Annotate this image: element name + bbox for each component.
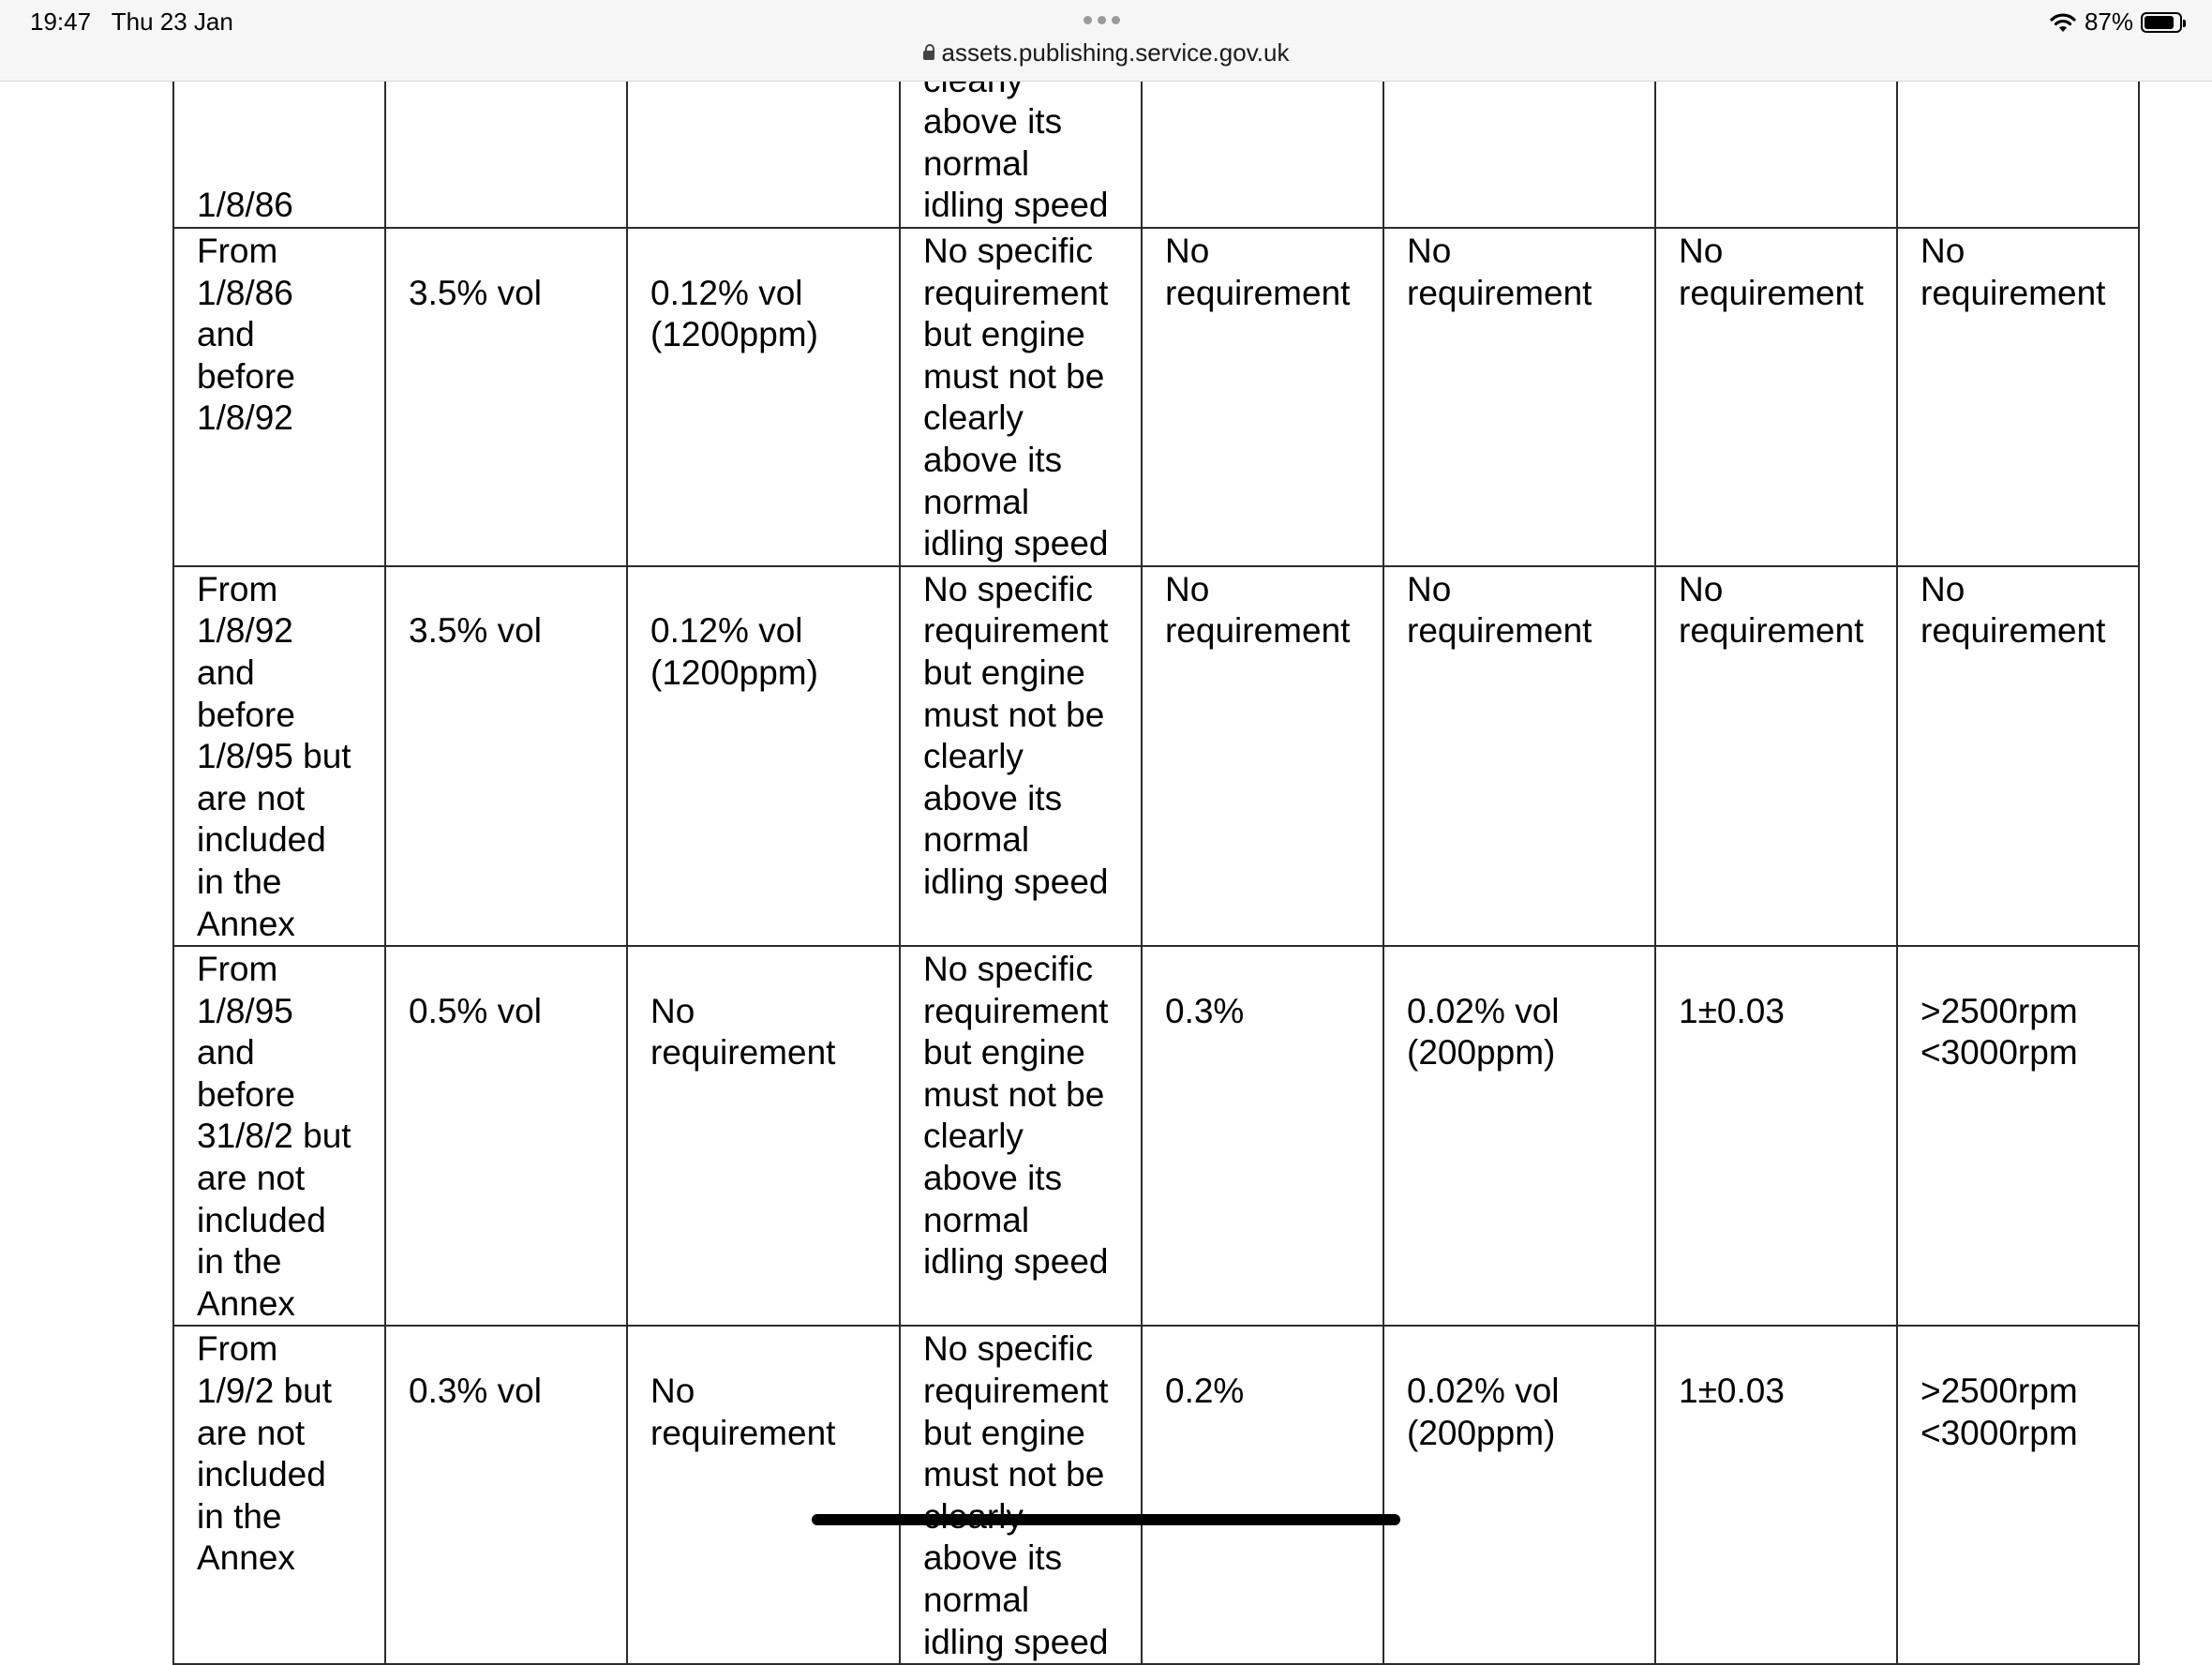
cell-line	[409, 185, 626, 227]
url-text: assets.publishing.service.gov.uk	[941, 38, 1290, 67]
cell-line	[409, 1328, 626, 1371]
cell-line	[1921, 185, 2138, 227]
table-cell	[1655, 1326, 1897, 1664]
cell-line: before	[197, 356, 295, 396]
cell-line: before	[197, 695, 295, 734]
table-cell	[173, 946, 385, 1326]
cell-line: From	[197, 950, 278, 989]
status-date: Thu 23 Jan	[111, 8, 233, 36]
table-cell	[1383, 566, 1655, 946]
cell-line: requirement	[1165, 611, 1351, 651]
cell-line: No specific	[923, 232, 1093, 270]
cell-line: clearly	[923, 398, 1024, 438]
cell-line: 1/9/2 but	[197, 1372, 333, 1411]
cell-line	[1165, 185, 1382, 227]
cell-line: must not be	[923, 1074, 1105, 1114]
cell-line: and	[197, 315, 255, 354]
cell-line: in the	[197, 1496, 282, 1536]
cell-line: requirement	[923, 273, 1109, 312]
cell-line	[650, 949, 899, 991]
table-cell	[1897, 1326, 2139, 1664]
cell-line	[650, 185, 899, 227]
cell-line: requirement	[650, 1033, 836, 1072]
address-bar[interactable]	[0, 38, 2212, 68]
cell-line: 0.12% vol	[650, 273, 803, 312]
table-cell	[1655, 946, 1897, 1326]
cell-line: but engine	[923, 1033, 1085, 1072]
emissions-table	[172, 0, 2140, 1665]
lock-icon	[923, 51, 934, 60]
cell-line: requirement	[1407, 273, 1592, 312]
cell-line	[409, 231, 626, 273]
table-cell	[900, 228, 1142, 566]
cell-line: From	[197, 1329, 278, 1369]
cell-line: requirement	[923, 611, 1109, 651]
cell-line: 1/8/92	[197, 611, 293, 651]
cell-line: idling speed	[923, 186, 1109, 225]
table-cell	[1655, 566, 1897, 946]
table-row	[173, 228, 2139, 566]
cell-line: 1/8/95 but	[197, 737, 351, 776]
cell-line: requirement	[1679, 611, 1864, 651]
cell-line: but engine	[923, 315, 1085, 354]
table-cell	[385, 566, 627, 946]
table-cell	[1142, 566, 1383, 946]
cell-line: >2500rpm	[1921, 991, 2078, 1030]
cell-line: <3000rpm	[1921, 1033, 2078, 1072]
cell-line: must not be	[923, 356, 1105, 396]
cell-line: No	[1921, 232, 1965, 270]
cell-line: 31/8/2 but	[197, 1117, 351, 1156]
cell-line: above its	[923, 778, 1063, 818]
cell-line: Annex	[197, 1538, 295, 1578]
cell-line	[650, 231, 899, 273]
cell-line: 0.3% vol	[409, 1372, 542, 1411]
cell-line: clearly	[923, 1117, 1024, 1156]
cell-line: above its	[923, 102, 1063, 142]
table-cell	[627, 946, 900, 1326]
cell-line: before	[197, 1074, 295, 1114]
cell-line	[1679, 185, 1896, 227]
cell-line: included	[197, 1200, 326, 1239]
cell-line: must not be	[923, 695, 1105, 734]
battery-icon	[2141, 12, 2182, 33]
table-cell	[1142, 1326, 1383, 1664]
cell-line: 0.2%	[1165, 1372, 1245, 1411]
table-cell	[1142, 228, 1383, 566]
cell-line	[1921, 1328, 2138, 1371]
cell-line: 3.5% vol	[409, 273, 542, 312]
cell-line: in the	[197, 1242, 282, 1282]
cell-line	[1679, 1328, 1896, 1371]
cell-line	[1921, 949, 2138, 991]
cell-line: No	[650, 1372, 695, 1411]
cell-line: >2500rpm	[1921, 1372, 2078, 1411]
table-cell	[900, 1326, 1142, 1664]
cell-line: No	[1679, 569, 1724, 608]
table-cell	[1655, 228, 1897, 566]
battery-percent: 87%	[2084, 8, 2133, 36]
table-cell	[1142, 946, 1383, 1326]
cell-line: requirement	[923, 991, 1109, 1030]
cell-line: above its	[923, 1159, 1063, 1198]
cell-line	[1165, 1328, 1382, 1371]
cell-line: in the	[197, 862, 282, 901]
cell-line: requirement	[1679, 273, 1864, 312]
cell-line	[1407, 185, 1654, 227]
status-time-date	[30, 8, 233, 37]
cell-line: normal	[923, 482, 1030, 521]
cell-line	[650, 1328, 899, 1371]
cell-line: 0.02% vol	[1407, 1372, 1560, 1411]
table-cell	[173, 228, 385, 566]
cell-line	[1679, 949, 1896, 991]
cell-line: No	[1165, 232, 1210, 270]
table-cell	[385, 946, 627, 1326]
table-cell	[900, 566, 1142, 946]
cell-line: 1±0.03	[1679, 991, 1785, 1030]
table-cell	[173, 1326, 385, 1664]
cell-line: (1200ppm)	[650, 652, 818, 692]
cell-line: Annex	[197, 1283, 295, 1323]
cell-line: From	[197, 569, 278, 608]
table-cell	[1897, 946, 2139, 1326]
cell-line: 1±0.03	[1679, 1372, 1785, 1411]
cell-line: and	[197, 652, 255, 692]
cell-line: requirement	[923, 1372, 1109, 1411]
cell-line: requirement	[1921, 273, 2106, 312]
cell-line: are not	[197, 1413, 306, 1452]
cell-line: requirement	[650, 1413, 836, 1452]
cell-line	[1165, 949, 1382, 991]
cell-line: requirement	[1407, 611, 1592, 651]
cell-line: No	[1921, 569, 1965, 608]
cell-line: 0.3%	[1165, 991, 1245, 1030]
more-dots-icon[interactable]	[1084, 16, 1120, 24]
cell-line: No	[650, 991, 695, 1030]
table-row	[173, 1326, 2139, 1664]
cell-line: idling speed	[923, 1622, 1109, 1661]
cell-line: above its	[923, 440, 1063, 479]
cell-line: normal	[923, 143, 1030, 183]
cell-line: No	[1407, 569, 1452, 608]
cell-line: No	[1679, 232, 1724, 270]
cell-line: No specific	[923, 1329, 1093, 1369]
cell-line	[1407, 1328, 1654, 1371]
cell-line	[1407, 949, 1654, 991]
wifi-icon	[2049, 11, 2077, 34]
cell-line: requirement	[1165, 273, 1351, 312]
cell-line: Annex	[197, 904, 295, 943]
cell-line: included	[197, 1455, 326, 1494]
cell-line: normal	[923, 820, 1030, 860]
cell-line: 0.5% vol	[409, 991, 542, 1030]
table-cell	[173, 566, 385, 946]
cell-line: idling speed	[923, 524, 1109, 563]
cell-line: No specific	[923, 950, 1093, 989]
cell-line: From	[197, 232, 278, 270]
cell-line: idling speed	[923, 1242, 1109, 1282]
table-row	[173, 566, 2139, 946]
cell-line: are not	[197, 778, 306, 818]
cell-line: but engine	[923, 652, 1085, 692]
cell-line: clearly	[923, 737, 1024, 776]
cell-line: but engine	[923, 1413, 1085, 1452]
table-cell	[1383, 946, 1655, 1326]
cell-line	[650, 569, 899, 611]
cell-line: No specific	[923, 569, 1093, 608]
table-cell	[385, 1326, 627, 1664]
cell-line: included	[197, 820, 326, 860]
cell-line: (200ppm)	[1407, 1033, 1556, 1072]
cell-line: 3.5% vol	[409, 611, 542, 651]
system-status	[2049, 8, 2182, 37]
cell-line: No	[1165, 569, 1210, 608]
table-cell	[627, 1326, 900, 1664]
status-time: 19:47	[30, 8, 92, 36]
cell-line: 1/8/95	[197, 991, 293, 1030]
cell-line: (200ppm)	[1407, 1413, 1556, 1452]
cell-line: 1/8/92	[197, 398, 293, 438]
cell-line: 1/8/86	[197, 186, 293, 225]
status-bar	[0, 0, 2212, 82]
cell-line: 0.12% vol	[650, 611, 803, 651]
cell-line: requirement	[1921, 611, 2106, 651]
table-cell	[1383, 228, 1655, 566]
cell-line	[409, 949, 626, 991]
table-cell	[1897, 228, 2139, 566]
cell-line: above its	[923, 1538, 1063, 1578]
cell-line: normal	[923, 1200, 1030, 1239]
table-cell	[1383, 1326, 1655, 1664]
cell-line: and	[197, 1033, 255, 1072]
cell-line: are not	[197, 1159, 306, 1198]
table-cell	[385, 228, 627, 566]
cell-line: No	[1407, 232, 1452, 270]
cell-line: 0.02% vol	[1407, 991, 1560, 1030]
table-cell	[1897, 566, 2139, 946]
emissions-table-viewport[interactable]	[172, 0, 2140, 1661]
cell-line: (1200ppm)	[650, 315, 818, 354]
cell-line: must not be	[923, 1455, 1105, 1494]
cell-line: idling speed	[923, 862, 1109, 901]
cell-line	[409, 569, 626, 611]
home-indicator[interactable]	[812, 1514, 1400, 1525]
table-row	[173, 946, 2139, 1326]
table-cell	[627, 566, 900, 946]
cell-line: 1/8/86	[197, 273, 293, 312]
table-cell	[627, 228, 900, 566]
table-cell	[900, 946, 1142, 1326]
cell-line: <3000rpm	[1921, 1413, 2078, 1452]
cell-line: normal	[923, 1581, 1030, 1619]
